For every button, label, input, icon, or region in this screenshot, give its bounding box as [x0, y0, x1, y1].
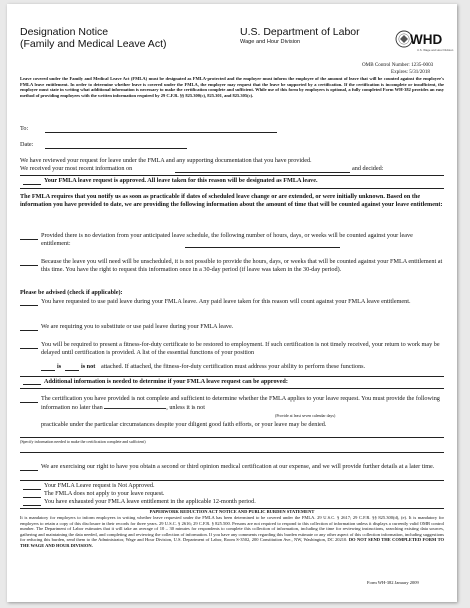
- fitness-for-duty-text: You will be required to present a fitness-for-duty certificate to be restored to employment. If such certification is not timely received, your return to work may be delayed until certification is provided. A list of the essential functions of your position: [41, 341, 440, 356]
- entitlement-amount-field[interactable]: [185, 247, 340, 248]
- incomplete-cert-text-1b: , unless it is not: [166, 403, 205, 411]
- additional-info-checkbox[interactable]: [23, 384, 41, 385]
- paid-leave-requested-checkbox[interactable]: [20, 305, 38, 306]
- logo-text: WHD: [410, 32, 443, 47]
- form-title: Designation Notice: [20, 26, 109, 38]
- to-label: To:: [20, 125, 29, 132]
- substitute-paid-leave-checkbox[interactable]: [20, 330, 38, 331]
- fmla-not-apply-checkbox[interactable]: [23, 497, 41, 498]
- advised-heading: Please be advised (check if applicable):: [20, 289, 123, 296]
- is-not-label: is not: [81, 363, 96, 370]
- fitness-for-duty-checkbox[interactable]: [20, 348, 38, 349]
- second-opinion-text: We are exercising our right to have you obtain a second or third opinion medical certification at our expense, and we will provide further details at a later time.: [41, 463, 435, 470]
- exhausted-text: You have exhausted your FMLA leave entitlement in the applicable 12-month period.: [44, 498, 256, 505]
- review-line-2-end: and decided:: [352, 165, 384, 172]
- info-needed-caption: (Specify information needed to make the certification complete and sufficient): [20, 439, 146, 444]
- date-field[interactable]: [45, 148, 187, 149]
- logo-subtext: U.S. Wage and Hour Division: [417, 48, 454, 52]
- option-scheduled-text: Provided there is no deviation from your anticipated leave schedule, the following number of hours, days, or weeks will be counted against your leave entitlement:: [41, 232, 413, 247]
- form-subtitle: (Family and Medical Leave Act): [20, 38, 167, 50]
- paid-leave-requested-text: You have requested to use paid leave during your FMLA leave. Any paid leave taken for this reason will count against your FMLA leave entitlement.: [41, 298, 411, 305]
- division-name: Wage and Hour Division: [240, 39, 301, 45]
- date-label: Date:: [20, 141, 34, 148]
- substitute-paid-leave-text: We are requiring you to substitute or use paid leave during your FMLA leave.: [41, 323, 234, 330]
- whd-logo-icon: [395, 24, 454, 58]
- second-opinion-checkbox[interactable]: [20, 470, 38, 471]
- review-line-1: We have reviewed your request for leave under the FMLA and any supporting documentation that you have provided.: [20, 157, 312, 164]
- incomplete-cert-text-2: practicable under the particular circumstances despite your diligent good faith efforts, or your leave may be denied.: [41, 421, 327, 428]
- review-line-2-start: We received your most recent information on: [20, 165, 133, 172]
- info-needed-field-2[interactable]: [20, 452, 444, 453]
- is-not-attached-field[interactable]: [65, 370, 79, 371]
- burden-text: It is mandatory for employers to inform employees in writing whether leave requested under the FMLA has been determined to be covered under the FMLA. 29 U.S.C. § 2617; 29 C.F.R. §§ 825.300(d), (e). It is mandatory for employers to retain a copy of this disclosure in their records for three years. 29 U.S.C. § 2616; 29 C.F.R. § 825.500. Persons are not required to respond to this collection of information unless it displays a currently valid OMB control number. The Department of Labor estimates that it will take an average of 10 – 30 minutes for respondents to complete this collection of information, including the time for reviewing instructions, searching existing data sources, gathering and maintaining the data needed, and completing and reviewing the collection of information. If you have any comments regarding this burden estimate or any other aspect of this collection information, including suggestions for reducing this burden, send them to the Administrator, Wage and Hour Division, U.S. Department of Labor, Room S-3502, 200 Constitution Ave., NW, Washington, DC 20210.: [20, 515, 444, 543]
- is-label: is: [57, 363, 62, 370]
- not-approved-text: Your FMLA Leave request is Not Approved.: [44, 482, 155, 489]
- received-date-field[interactable]: [175, 172, 350, 173]
- requires-notice: The FMLA requires that you notify us as soon as practicable if dates of scheduled leave change or are extended, or were initially unknown. Based on the information you have provided to date, we are providing the following information about the amount of time that will be counted against your leave entitlement:: [20, 193, 443, 208]
- omb-control-number: OMB Control Number: 1235-0003: [362, 62, 434, 68]
- agency-name: U.S. Department of Labor: [240, 26, 360, 38]
- burden-heading: PAPERWORK REDUCTION ACT NOTICE AND PUBLIC BURDEN STATEMENT: [149, 509, 315, 514]
- incomplete-cert-text-1: The certification you have provided is not complete and sufficient to determine whether the FMLA applies to your leave request. You must provide the following information no later than: [41, 395, 440, 411]
- burden-tail: DO NOT SEND THE COMPLETED FORM TO THE WAGE AND HOUR DIVISION.: [20, 537, 445, 548]
- omb-expiration: Expires: 5/31/2018: [391, 69, 430, 75]
- fmla-not-apply-text: The FMLA does not apply to your leave request.: [44, 490, 165, 497]
- option-unscheduled-text: Because the leave you will need will be unscheduled, it is not possible to provide the hours, days, or weeks that will be counted against your FMLA entitlement at this time. You have the right to request this information once in a 30-day period (if leave was taken in the 30-day period).: [41, 258, 443, 273]
- approved-text: Your FMLA leave request is approved. All leave taken for this reason will be designated as FMLA leave.: [44, 177, 318, 184]
- incomplete-cert-checkbox[interactable]: [20, 402, 38, 403]
- additional-info-heading: Additional information is needed to determine if your FMLA leave request can be approved:: [44, 378, 288, 385]
- intro-paragraph: Leave covered under the Family and Medical Leave Act (FMLA) must be designated as FMLA-protected and the employer must inform the employee of the amount of leave that will be counted against the employee's FMLA leave entitlement. In order to determine whether leave is covered under the FMLA, the employer may request that the leave be supported by a certification. If the certification is incomplete or insufficient, the employer must state in writing what additional information is necessary to make the certification complete and sufficient. While use of this form by employers is optional, a fully completed Form WH-382 provides an easy method of providing employees with the written information required by 29 C.F.R. §§ 825.300(c), 825.301, and 825.305(c).: [20, 76, 444, 98]
- incomplete-cert-text: [41, 395, 443, 411]
- not-approved-checkbox[interactable]: [23, 489, 41, 490]
- fitness-tail-text: attached. If attached, the fitness-for-duty certification must address your ability to perform these functions.: [101, 363, 366, 370]
- approved-checkbox[interactable]: [23, 184, 41, 185]
- deadline-caption: (Provide at least seven calendar days): [275, 413, 336, 418]
- option-unscheduled-checkbox[interactable]: [20, 265, 38, 266]
- option-scheduled-checkbox[interactable]: [20, 239, 38, 240]
- burden-statement: [20, 515, 444, 549]
- info-needed-field[interactable]: [20, 437, 444, 438]
- exhausted-checkbox[interactable]: [23, 505, 41, 506]
- form-page: [7, 4, 457, 602]
- deadline-date-field[interactable]: [104, 403, 166, 409]
- is-attached-field[interactable]: [41, 370, 55, 371]
- to-field[interactable]: [45, 132, 277, 133]
- form-id: Form WH-382 January 2009: [367, 580, 419, 585]
